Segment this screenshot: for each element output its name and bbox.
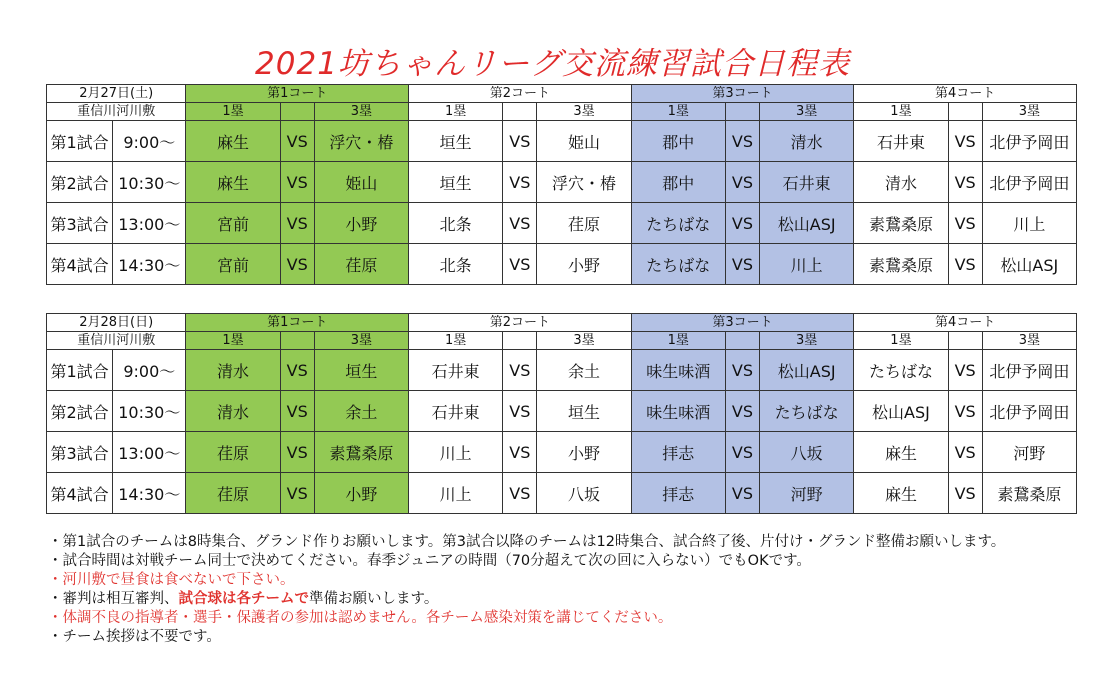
team-third-base: 石井東 <box>760 162 854 203</box>
team-first-base: 拝志 <box>631 473 725 514</box>
court-header-row <box>47 314 1077 332</box>
team-first-base: たちばな <box>631 203 725 244</box>
vs-label: VS <box>948 473 982 514</box>
team-third-base: 素鵞桑原 <box>314 432 408 473</box>
third-base-label: 3塁 <box>982 103 1076 121</box>
vs-label: VS <box>503 391 537 432</box>
vs-label: VS <box>948 244 982 285</box>
note-health: ・体調不良の指導者・選手・保護者の参加は認めません。各チーム感染対策を講じてください。 <box>48 610 673 626</box>
base-spacer <box>725 332 759 350</box>
team-first-base: 宮前 <box>186 203 280 244</box>
team-third-base: 河野 <box>982 432 1076 473</box>
team-third-base: 余土 <box>537 350 631 391</box>
court-header-row <box>47 85 1077 103</box>
vs-label: VS <box>948 203 982 244</box>
vs-label: VS <box>280 473 314 514</box>
match-label: 第4試合 <box>47 244 113 285</box>
match-time: 14:30～ <box>113 244 186 285</box>
vs-label: VS <box>948 391 982 432</box>
schedule-table-day2 <box>46 313 1077 514</box>
team-third-base: 小野 <box>537 244 631 285</box>
match-time: 9:00～ <box>113 350 186 391</box>
base-header-row <box>47 103 1077 121</box>
note-umpire-c: 準備お願いします。 <box>309 591 439 607</box>
team-first-base: 荏原 <box>186 473 280 514</box>
vs-label: VS <box>948 350 982 391</box>
vs-label: VS <box>725 391 759 432</box>
page-title: 2021坊ちゃんリーグ交流練習試合日程表 <box>255 46 850 82</box>
match-row <box>47 432 1077 473</box>
vs-label: VS <box>503 473 537 514</box>
match-row <box>47 121 1077 162</box>
match-row <box>47 473 1077 514</box>
third-base-label: 3塁 <box>537 103 631 121</box>
team-third-base: 松山ASJ <box>982 244 1076 285</box>
third-base-label: 3塁 <box>982 332 1076 350</box>
vs-label: VS <box>280 121 314 162</box>
team-first-base: 郡中 <box>631 121 725 162</box>
match-time: 10:30～ <box>113 162 186 203</box>
team-first-base: 素鵞桑原 <box>854 244 948 285</box>
match-label: 第3試合 <box>47 432 113 473</box>
team-third-base: たちばな <box>760 391 854 432</box>
team-first-base: 川上 <box>409 473 503 514</box>
note-assembly: ・第1試合のチームは8時集合、グランド作りお願いします。第3試合以降のチームは12時集合、試合終了後、片付け・グランド整備お願いします。 <box>48 534 1006 550</box>
team-first-base: 清水 <box>186 350 280 391</box>
vs-label: VS <box>948 162 982 203</box>
match-time: 13:00～ <box>113 203 186 244</box>
match-time: 9:00～ <box>113 121 186 162</box>
vs-label: VS <box>725 473 759 514</box>
team-third-base: 垣生 <box>314 350 408 391</box>
team-first-base: 川上 <box>409 432 503 473</box>
team-first-base: 石井東 <box>854 121 948 162</box>
team-third-base: 北伊予岡田 <box>982 121 1076 162</box>
schedule-table-day1 <box>46 84 1077 285</box>
team-first-base: 麻生 <box>854 473 948 514</box>
team-third-base: 小野 <box>537 432 631 473</box>
team-first-base: 垣生 <box>409 121 503 162</box>
vs-label: VS <box>948 432 982 473</box>
vs-label: VS <box>725 244 759 285</box>
note-umpire-ball: 試合球は各チームで <box>178 591 309 607</box>
match-row <box>47 162 1077 203</box>
team-first-base: 石井東 <box>409 391 503 432</box>
first-base-label: 1塁 <box>854 103 948 121</box>
court-4-header: 第4コート <box>854 85 1077 103</box>
team-third-base: 浮穴・椿 <box>314 121 408 162</box>
team-third-base: 垣生 <box>537 391 631 432</box>
match-label: 第1試合 <box>47 350 113 391</box>
match-time: 10:30～ <box>113 391 186 432</box>
court-1-header: 第1コート <box>186 85 409 103</box>
match-label: 第2試合 <box>47 391 113 432</box>
vs-label: VS <box>725 203 759 244</box>
team-third-base: 余土 <box>314 391 408 432</box>
vs-label: VS <box>280 203 314 244</box>
vs-label: VS <box>280 432 314 473</box>
notes-section <box>48 533 1098 647</box>
base-header-row <box>47 332 1077 350</box>
vs-label: VS <box>725 121 759 162</box>
match-label: 第1試合 <box>47 121 113 162</box>
team-third-base: 清水 <box>760 121 854 162</box>
note-umpire <box>48 590 1098 609</box>
court-3-header: 第3コート <box>631 85 854 103</box>
date-cell: 2月28日(日) <box>47 314 186 332</box>
third-base-label: 3塁 <box>537 332 631 350</box>
team-first-base: 北条 <box>409 203 503 244</box>
team-third-base: 川上 <box>982 203 1076 244</box>
base-spacer <box>503 103 537 121</box>
team-third-base: 北伊予岡田 <box>982 162 1076 203</box>
base-spacer <box>280 103 314 121</box>
note-no-lunch: ・河川敷で昼食は食べないで下さい。 <box>48 572 295 588</box>
team-first-base: 石井東 <box>409 350 503 391</box>
first-base-label: 1塁 <box>854 332 948 350</box>
team-third-base: 八坂 <box>537 473 631 514</box>
vs-label: VS <box>280 244 314 285</box>
team-first-base: 麻生 <box>186 162 280 203</box>
vs-label: VS <box>503 162 537 203</box>
team-third-base: 浮穴・椿 <box>537 162 631 203</box>
team-first-base: 垣生 <box>409 162 503 203</box>
base-spacer <box>948 103 982 121</box>
team-first-base: 清水 <box>186 391 280 432</box>
team-first-base: 素鵞桑原 <box>854 203 948 244</box>
first-base-label: 1塁 <box>409 332 503 350</box>
team-first-base: 麻生 <box>186 121 280 162</box>
third-base-label: 3塁 <box>314 332 408 350</box>
match-label: 第4試合 <box>47 473 113 514</box>
vs-label: VS <box>948 121 982 162</box>
team-third-base: 素鵞桑原 <box>982 473 1076 514</box>
venue-cell: 重信川河川敷 <box>47 103 186 121</box>
team-first-base: 郡中 <box>631 162 725 203</box>
court-2-header: 第2コート <box>409 314 632 332</box>
vs-label: VS <box>725 350 759 391</box>
court-4-header: 第4コート <box>854 314 1077 332</box>
vs-label: VS <box>280 350 314 391</box>
team-first-base: 宮前 <box>186 244 280 285</box>
match-row <box>47 350 1077 391</box>
note-game-time: ・試合時間は対戦チーム同士で決めてください。春季ジュニアの時間（70分超えて次の回に入らない）でもOKです。 <box>48 553 811 569</box>
match-row <box>47 244 1077 285</box>
team-first-base: 清水 <box>854 162 948 203</box>
vs-label: VS <box>503 203 537 244</box>
vs-label: VS <box>725 162 759 203</box>
match-label: 第3試合 <box>47 203 113 244</box>
note-umpire-a: ・審判は相互審判、 <box>48 591 179 607</box>
team-first-base: たちばな <box>631 244 725 285</box>
team-third-base: 河野 <box>760 473 854 514</box>
base-spacer <box>280 332 314 350</box>
team-third-base: 松山ASJ <box>760 203 854 244</box>
team-first-base: 麻生 <box>854 432 948 473</box>
team-third-base: 姫山 <box>314 162 408 203</box>
team-first-base: 味生味酒 <box>631 391 725 432</box>
team-third-base: 小野 <box>314 473 408 514</box>
team-third-base: 北伊予岡田 <box>982 350 1076 391</box>
match-label: 第2試合 <box>47 162 113 203</box>
team-first-base: 荏原 <box>186 432 280 473</box>
base-spacer <box>948 332 982 350</box>
vs-label: VS <box>280 162 314 203</box>
team-third-base: 小野 <box>314 203 408 244</box>
base-spacer <box>725 103 759 121</box>
date-cell: 2月27日(土) <box>47 85 186 103</box>
team-third-base: 姫山 <box>537 121 631 162</box>
team-third-base: 八坂 <box>760 432 854 473</box>
team-first-base: 味生味酒 <box>631 350 725 391</box>
team-third-base: 北伊予岡田 <box>982 391 1076 432</box>
match-time: 13:00～ <box>113 432 186 473</box>
third-base-label: 3塁 <box>760 332 854 350</box>
vs-label: VS <box>725 432 759 473</box>
team-first-base: たちばな <box>854 350 948 391</box>
team-first-base: 拝志 <box>631 432 725 473</box>
court-1-header: 第1コート <box>186 314 409 332</box>
match-row <box>47 203 1077 244</box>
match-row <box>47 391 1077 432</box>
third-base-label: 3塁 <box>314 103 408 121</box>
base-spacer <box>503 332 537 350</box>
first-base-label: 1塁 <box>631 103 725 121</box>
court-2-header: 第2コート <box>409 85 632 103</box>
vs-label: VS <box>280 391 314 432</box>
first-base-label: 1塁 <box>631 332 725 350</box>
vs-label: VS <box>503 121 537 162</box>
note-greeting: ・チーム挨拶は不要です。 <box>48 629 221 645</box>
match-time: 14:30～ <box>113 473 186 514</box>
vs-label: VS <box>503 432 537 473</box>
team-third-base: 荏原 <box>314 244 408 285</box>
venue-cell: 重信川河川敷 <box>47 332 186 350</box>
first-base-label: 1塁 <box>186 332 280 350</box>
first-base-label: 1塁 <box>409 103 503 121</box>
team-first-base: 松山ASJ <box>854 391 948 432</box>
third-base-label: 3塁 <box>760 103 854 121</box>
team-third-base: 川上 <box>760 244 854 285</box>
team-third-base: 松山ASJ <box>760 350 854 391</box>
court-3-header: 第3コート <box>631 314 854 332</box>
team-third-base: 荏原 <box>537 203 631 244</box>
team-first-base: 北条 <box>409 244 503 285</box>
vs-label: VS <box>503 350 537 391</box>
vs-label: VS <box>503 244 537 285</box>
first-base-label: 1塁 <box>186 103 280 121</box>
